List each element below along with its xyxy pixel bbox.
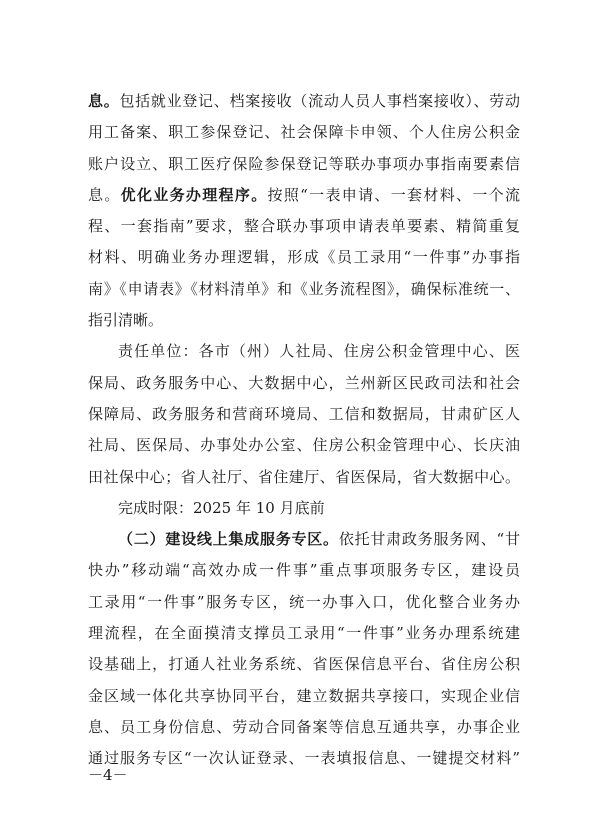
text-line	[88, 681, 520, 712]
text-line: 责任单位：各市（州）人社局、住房公积金管理中心、医	[118, 342, 520, 361]
text-line	[88, 524, 520, 555]
text-run: 金区域一体化共享协同平台，建立数据共享接口，实现企业信	[88, 686, 520, 705]
text-line	[88, 649, 520, 680]
text-line: 保障局、政务服务和营商环境局、工信和数据局，甘肃矿区人	[88, 404, 520, 423]
text-run: 依托甘肃政务服务网、“甘	[338, 530, 520, 549]
text-line	[88, 274, 520, 305]
bold-run: 优化业务办理程序。	[120, 185, 268, 204]
text-line	[88, 712, 520, 743]
text-line	[88, 618, 520, 649]
bold-run: 息。	[88, 92, 120, 110]
paragraph-online-service-zone	[88, 524, 520, 774]
text-run: 息。	[88, 185, 121, 204]
text-line	[88, 117, 520, 148]
text-line: 社局、医保局、办事处办公室、住房公积金管理中心、长庆油	[88, 436, 520, 455]
section-heading: （二）建设线上集成服务专区。	[118, 530, 339, 549]
text-line	[88, 86, 520, 117]
text-run: 按照“一表申请、一套材料、一个流	[267, 185, 520, 204]
text-line	[88, 305, 520, 336]
text-run: 快办”移动端“高效办成一件事”重点事项服务专区，建设员	[88, 561, 520, 580]
text-line	[88, 180, 520, 211]
text-run: 息、员工身份信息、劳动合同备案等信息互通共享，办事企业	[88, 717, 520, 736]
text-run: 账户设立、职工医疗保险参保登记等联办事项办事指南要素信	[88, 154, 520, 173]
text-line	[88, 211, 520, 242]
paragraph-responsible-units	[88, 336, 520, 492]
page-number: －4－	[88, 766, 128, 784]
text-line	[88, 149, 520, 180]
text-line	[88, 242, 520, 273]
deadline-line: 完成时限：2025 年 10 月底前	[118, 498, 325, 517]
text-run: 工录用“一件事”服务专区，统一办事入口，优化整合业务办	[88, 592, 520, 611]
text-line	[88, 587, 520, 618]
text-run: 指引清晰。	[88, 311, 164, 330]
text-run: 用工备案、职工参保登记、社会保障卡申领、个人住房公积金	[88, 123, 520, 142]
text-line	[88, 743, 520, 774]
text-line: 田社保中心；省人社厅、省住建厅、省医保局，省大数据中心。	[88, 467, 520, 486]
text-line	[88, 555, 520, 586]
text-run: 通过服务专区“一次认证登录、一表填报信息、一键提交材料”	[88, 749, 520, 768]
text-run: 程、一套指南”要求，整合联办事项申请表单要素、精简重复	[88, 217, 520, 236]
text-run: 设基础上，打通人社业务系统、省医保信息平台、省住房公积	[88, 655, 520, 674]
text-run: 理流程，在全面摸清支撑员工录用“一件事”业务办理系统建	[88, 624, 520, 643]
text-run: 南》《申请表》《材料清单》和《业务流程图》，确保标准统一、	[88, 279, 520, 298]
document-body	[88, 86, 520, 775]
text-run: 包括就业登记、档案接收（流动人员人事档案接收）、劳动	[119, 92, 520, 110]
text-line: 保局、政务服务中心、大数据中心，兰州新区民政司法和社会	[88, 373, 520, 392]
text-run: 材料、明确业务办理逻辑，形成《员工录用“一件事”办事指	[88, 248, 520, 267]
paragraph-requirements	[88, 86, 520, 336]
